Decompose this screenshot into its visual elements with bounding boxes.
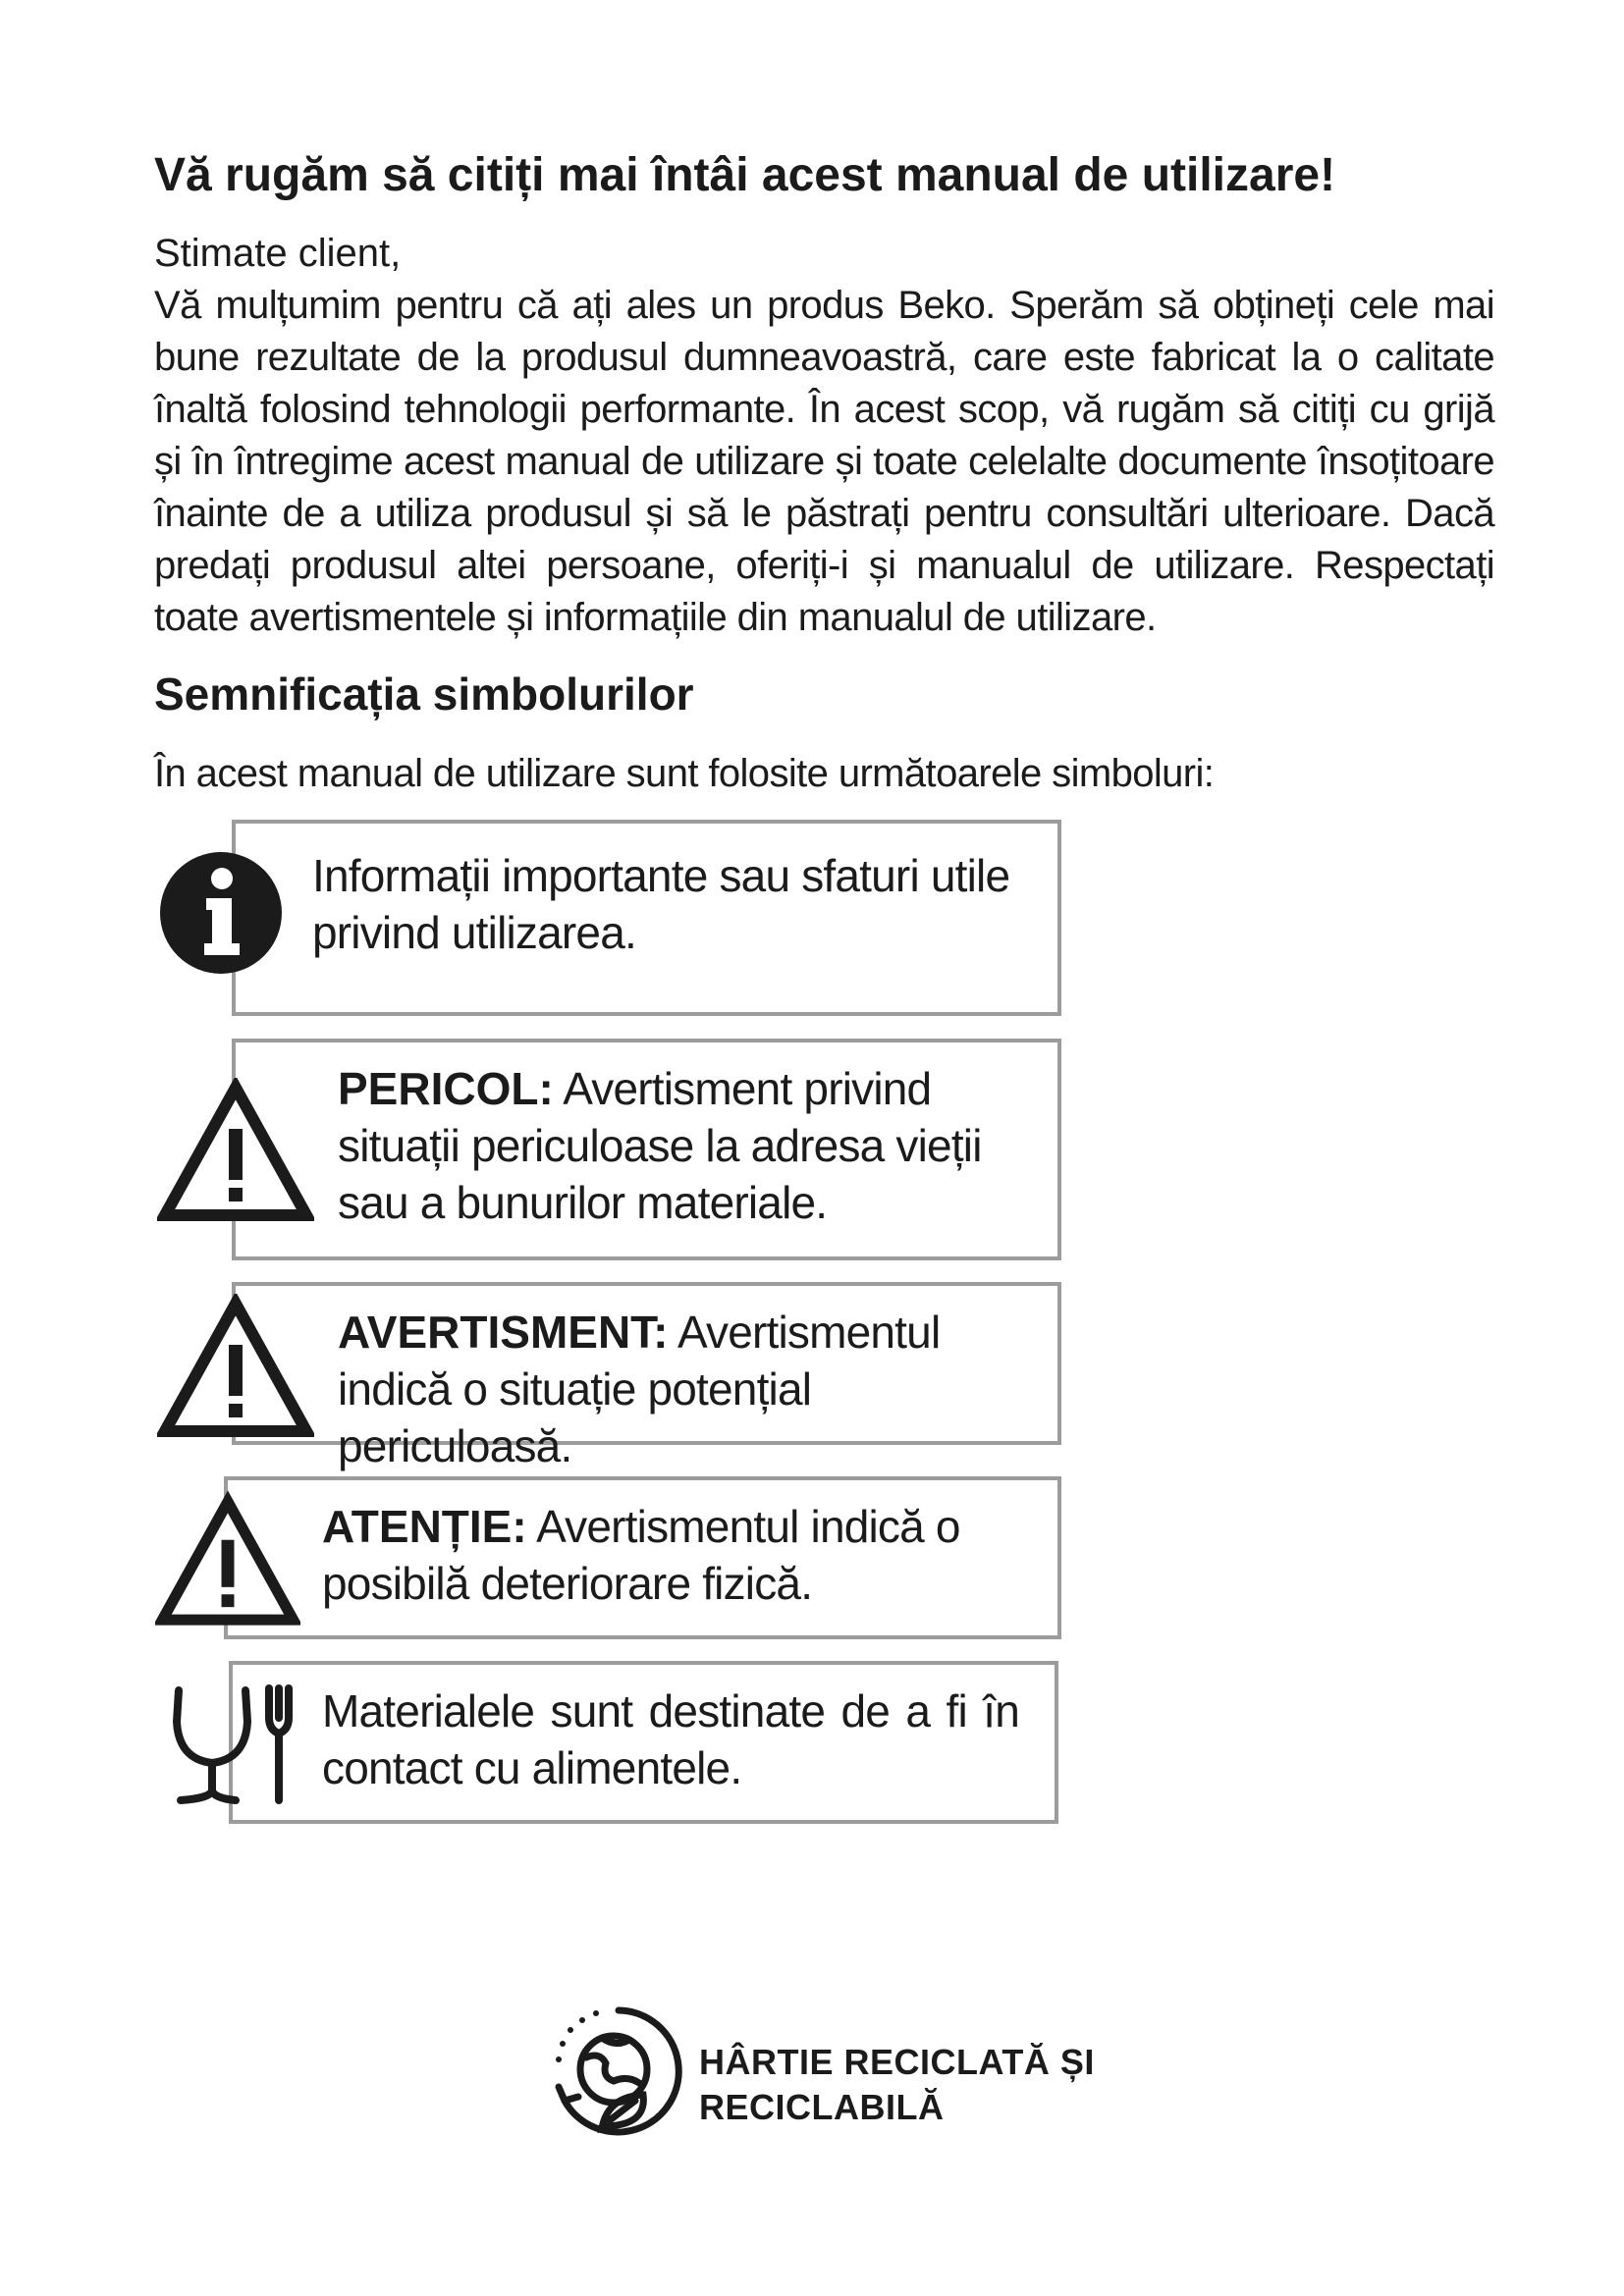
symbol-text bbox=[322, 1498, 1029, 1612]
warning-triangle-icon bbox=[157, 1294, 314, 1441]
warning-triangle-icon bbox=[155, 1488, 300, 1633]
symbol-item-danger bbox=[0, 1039, 1624, 1260]
symbol-item-warning bbox=[0, 1282, 1624, 1471]
symbol-text bbox=[322, 1682, 1019, 1796]
symbol-text bbox=[338, 1060, 1045, 1231]
symbol-description: Informații importante sau sfaturi utile privind utilizarea. bbox=[312, 850, 1010, 958]
food-contact-icon bbox=[167, 1682, 304, 1806]
symbol-label: AVERTISMENT: bbox=[338, 1307, 669, 1358]
recycled-paper-line2: RECICLABILĂ bbox=[699, 2087, 945, 2127]
symbol-description: Materialele sunt destinate de a fi în contact cu alimentele. bbox=[322, 1685, 1019, 1793]
symbol-item-info bbox=[0, 820, 1624, 1016]
symbol-item-food-contact bbox=[0, 1661, 1624, 1824]
symbol-label: PERICOL: bbox=[338, 1063, 554, 1114]
symbol-text bbox=[338, 1304, 1045, 1474]
section-title: Semnificația simbolurilor bbox=[154, 668, 694, 720]
section-intro: În acest manual de utilizare sunt folosite următoarele simboluri: bbox=[154, 752, 1215, 795]
recycled-paper-line1: HÂRTIE RECICLATĂ ȘI bbox=[699, 2042, 1095, 2082]
recycled-paper-label bbox=[699, 2040, 1095, 2130]
recycled-paper-icon bbox=[545, 2002, 692, 2150]
info-icon bbox=[157, 849, 285, 977]
symbol-description: Avertismentul indică o situație potențial periculoasă. bbox=[338, 1307, 941, 1471]
symbol-text bbox=[312, 847, 1039, 961]
page-title: Vă rugăm să citiți mai întâi acest manual de utilizare! bbox=[154, 149, 1336, 201]
symbol-label: ATENȚIE: bbox=[322, 1501, 527, 1552]
intro-paragraph bbox=[154, 228, 1494, 644]
intro-body: Vă mulțumim pentru că ați ales un produs Beko. Sperăm să obțineți cele mai bune rezultate de la produsul dumneavoastră, care este fabricat la o calitate înaltă folosind tehnologii performante. În acest scop, vă rugăm să citiți cu grijă și în întregime acest manual de utilizare și toate celelalte documente însoțitoare înainte de a utiliza produsul și să le păstrați pentru consultări ulterioare. Dacă predați produsul altei persoane, oferiți-i și manualul de utilizare. Respectați toate avertismentele și informațiile din manualul de utilizare. bbox=[154, 284, 1494, 639]
symbol-item-caution bbox=[0, 1476, 1624, 1639]
greeting: Stimate client, bbox=[154, 232, 402, 275]
symbol-description: Avertismentul indică o posibilă deteriorare fizică. bbox=[322, 1501, 960, 1609]
symbol-description: Avertisment privind situații periculoase la adresa vieții sau a bunurilor materiale. bbox=[338, 1063, 982, 1228]
warning-triangle-icon bbox=[157, 1078, 314, 1225]
